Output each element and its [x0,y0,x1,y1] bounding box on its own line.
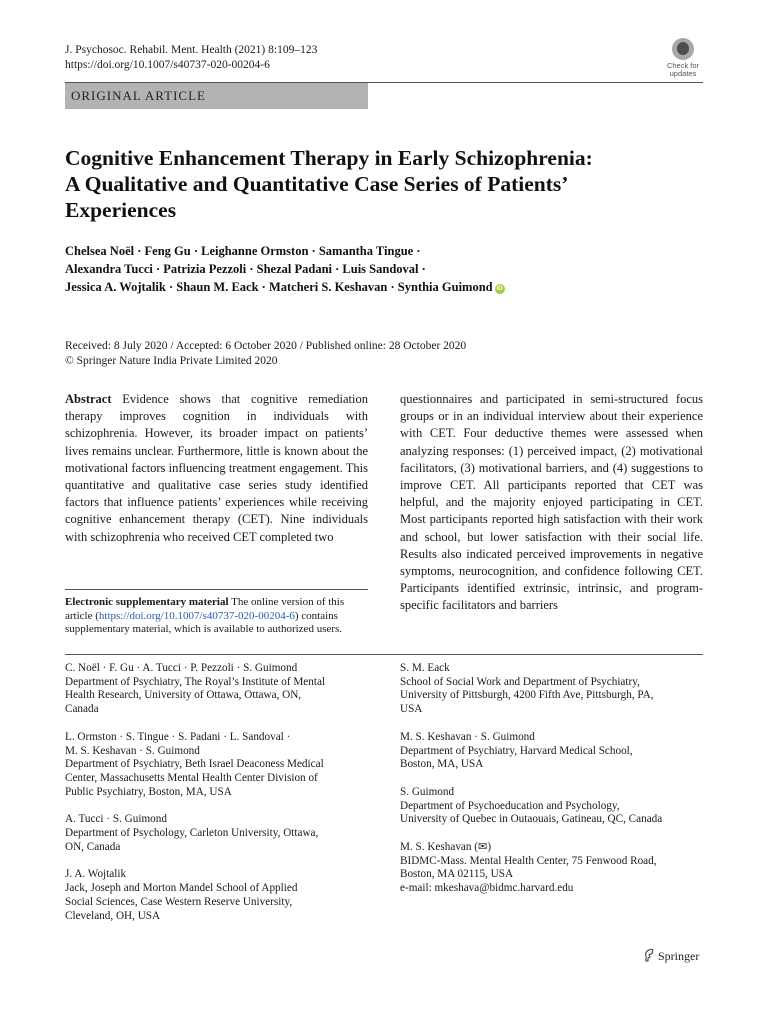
abstract-text-right: questionnaires and participated in semi-structured focus groups or in an individual interview about their experience with CET. Four deductive themes were assessed when analyzing responses: (1) perceived impact, (2) motivational facilitators, (3) motivational barriers, and (4) suggestions to improve CET. All participants reported that CET was helpful, and the majority enjoyed participating in CET. Most participants reported high satisfaction with their work and school, but lower satisfaction with their social life. Results also indicated perceived improvements in negative symptoms, neurocognition, and confidence following CET. Participants identified extrinsic, intrinsic, and program-specific facilitators and barriers [400,392,703,613]
affiliation-names: M. S. Keshavan · S. Guimond [65,744,200,757]
footnote-label: Electronic supplementary material [65,596,229,608]
affiliation-line: Health Research, University of Ottawa, Ottawa, ON, [65,689,302,702]
affiliation-names: S. M. Eack [400,662,450,674]
corresponding-email[interactable]: e-mail: mkeshava@bidmc.harvard.edu [400,882,574,895]
affiliation-line: Department of Psychiatry, The Royal’s Institute of Mental [65,675,326,688]
affiliation-line: Center, Massachusetts Mental Health Center Division of [65,771,318,784]
abstract-right-column [400,391,703,615]
affiliation-names: M. S. Keshavan · S. Guimond [400,730,535,743]
journal-citation: J. Psychosoc. Rehabil. Ment. Health (2021) 8:109–123 [65,44,318,56]
footnote-link[interactable]: https://doi.org/10.1007/s40737-020-00204-6 [98,609,295,622]
springer-horse-icon [643,948,655,962]
affiliation-line: Public Psychiatry, Boston, MA, USA [65,785,232,798]
affiliation-block [400,786,703,827]
affiliation-block [400,841,703,896]
abstract-text-left: Evidence shows that cognitive remediation therapy improves cognition in individuals with schizophrenia. However, its broader impact on patients’ lives remains unclear. Furthermore, little is known about the motivational factors influencing treatment engagement. This quantitative and qualitative case series study identified factors that influence patients’ experiences while receiving cognitive enhancement therapy (CET). Nine individuals with schizophrenia who received CET completed two [65,392,368,544]
affiliations-left [65,662,365,937]
badge-line2: updates [669,69,697,78]
article-type-banner [65,83,368,109]
affiliation-line: University of Pittsburgh, 4200 Fifth Ave, Pittsburgh, PA, [400,689,654,702]
title-line2: A Qualitative and Quantitative Case Series of Patients’ [65,172,569,196]
title-line1: Cognitive Enhancement Therapy in Early Schizophrenia: [65,146,593,170]
affiliation-line: Boston, MA 02115, USA [400,868,514,881]
supplementary-footnote [65,596,368,637]
affiliation-block [65,868,365,923]
article-title [65,145,705,223]
publication-dates [65,339,466,369]
footnote-pre: The online version of this article ( [65,596,345,622]
affiliation-names: J. A. Wojtalik [65,868,127,881]
copyright: © Springer Nature India Private Limited 2020 [65,355,278,367]
affiliation-names: C. Noël · F. Gu · A. Tucci · P. Pezzoli · S. Guimond [65,662,298,674]
affiliation-line: ON, Canada [65,840,121,853]
affiliation-names: M. S. Keshavan (✉) [400,841,492,854]
authors-line1: Chelsea Noël · Feng Gu · Leighanne Ormston · Samantha Tingue · [65,244,421,258]
affiliation-line: Department of Psychiatry, Harvard Medical School, [400,744,633,757]
footnote-rule [65,589,368,590]
article-type: ORIGINAL ARTICLE [71,88,206,103]
affiliations-rule [65,654,703,655]
affiliation-line: Department of Psychology, Carleton University, Ottawa, [65,827,319,840]
affiliation-block [65,662,365,717]
affiliation-line: Canada [65,703,99,716]
author-list [65,242,705,296]
affiliation-line: Jack, Joseph and Morton Mandel School of Applied [65,882,298,895]
affiliation-line: USA [400,703,423,716]
affiliation-block [400,731,703,772]
authors-line3: Jessica A. Wojtalik · Shaun M. Eack · Matcheri S. Keshavan · Synthia Guimond [65,280,493,294]
abstract-left-column [65,391,368,546]
affiliation-line: BIDMC-Mass. Mental Health Center, 75 Fenwood Road, [400,854,657,867]
affiliation-names: S. Guimond [400,785,455,798]
affiliation-block [65,813,365,854]
affiliation-block [65,731,365,800]
title-line3: Experiences [65,198,177,222]
check-for-updates-badge[interactable] [662,38,704,78]
affiliation-line: University of Quebec in Outaouais, Gatineau, QC, Canada [400,813,663,826]
publisher-name: Springer [658,949,700,963]
affiliation-names: A. Tucci · S. Guimond [65,813,167,826]
publisher-logo [643,948,699,964]
orcid-icon[interactable]: iD [496,286,503,292]
footnote-post: ) contains supplementary material, which is available to authorized users. [65,609,343,635]
abstract-label: Abstract [65,392,112,406]
badge-line1: Check for [666,61,700,70]
journal-header [65,43,317,73]
history-dates: Received: 8 July 2020 / Accepted: 6 October 2020 / Published online: 28 October 2020 [65,340,467,352]
affiliation-line: School of Social Work and Department of Psychiatry, [400,675,640,688]
affiliation-line: Department of Psychoeducation and Psychology, [400,799,620,812]
affiliation-line: Boston, MA, USA [400,758,484,771]
affiliations-right [400,662,703,910]
affiliation-line: Cleveland, OH, USA [65,909,161,922]
affiliation-line: Department of Psychiatry, Beth Israel Deaconess Medical [65,758,324,771]
affiliation-line: Social Sciences, Case Western Reserve University, [65,895,293,908]
check-for-updates-icon [672,38,694,60]
affiliation-block [400,662,703,717]
affiliation-names: L. Ormston · S. Tingue · S. Padani · L. Sandoval · [65,730,291,743]
doi-link[interactable]: https://doi.org/10.1007/s40737-020-00204-6 [65,59,270,71]
authors-line2: Alexandra Tucci · Patrizia Pezzoli · Shezal Padani · Luis Sandoval · [65,262,426,276]
